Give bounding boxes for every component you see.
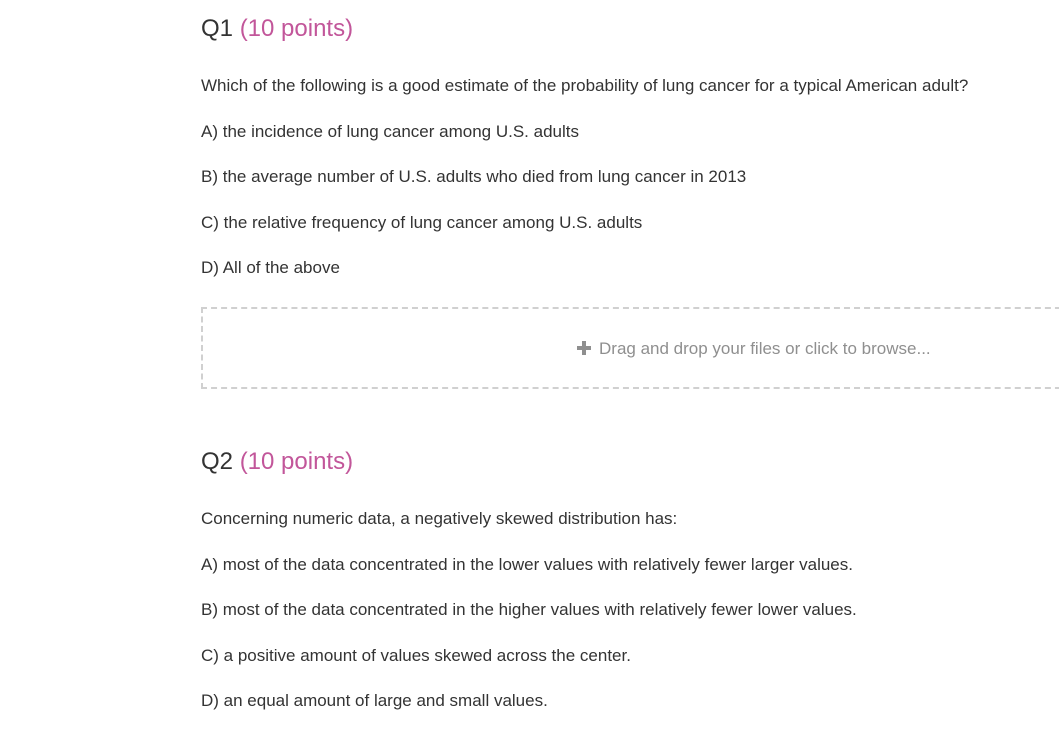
upload-prompt[interactable] [577, 338, 931, 360]
answer-option-a: A) the incidence of lung cancer among U.S. adults [201, 122, 579, 141]
answer-option-d: D) an equal amount of large and small values. [201, 691, 548, 710]
question-points: (10 points) [239, 448, 354, 475]
upload-label: Drag and drop your files or click to browse... [599, 339, 931, 358]
question-heading [201, 14, 353, 44]
file-upload-dropzone[interactable] [201, 307, 1059, 389]
answer-option-a: A) most of the data concentrated in the lower values with relatively fewer larger values. [201, 555, 853, 574]
plus-icon [577, 341, 591, 355]
answer-option-c: C) the relative frequency of lung cancer among U.S. adults [201, 213, 643, 232]
question-text: Concerning numeric data, a negatively skewed distribution has: [201, 509, 678, 528]
question-number: Q1 [201, 15, 234, 42]
answer-option-c: C) a positive amount of values skewed across the center. [201, 646, 631, 665]
answer-option-b: B) the average number of U.S. adults who died from lung cancer in 2013 [201, 167, 747, 186]
question-number: Q2 [201, 448, 234, 475]
answer-option-b: B) most of the data concentrated in the higher values with relatively fewer lower values. [201, 600, 857, 619]
question-text: Which of the following is a good estimate of the probability of lung cancer for a typical American adult? [201, 76, 969, 95]
question-heading [201, 447, 353, 477]
answer-option-d: D) All of the above [201, 258, 340, 277]
question-points: (10 points) [239, 15, 354, 42]
